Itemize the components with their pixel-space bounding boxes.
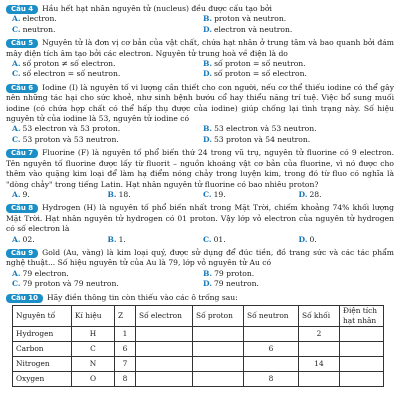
table-cell [340, 356, 384, 371]
table-cell: 2 [299, 326, 340, 341]
options [6, 190, 394, 200]
option-d: D. electron và neutron. [203, 24, 293, 34]
option-a: A. electron. [12, 14, 57, 24]
table-cell: 6 [115, 341, 136, 356]
column-header: Kí hiệu [72, 305, 115, 326]
table-row [13, 356, 384, 371]
option-b: B. 53 electron và 53 neutron. [203, 124, 317, 134]
table-cell [193, 356, 244, 371]
question-10 [6, 293, 394, 387]
table-cell: H [72, 326, 115, 341]
question-badge: Câu 9 [6, 249, 38, 258]
question-9 [6, 248, 394, 290]
table-cell [193, 371, 244, 386]
question-badge: Câu 5 [6, 39, 38, 48]
table-cell [136, 341, 193, 356]
table-cell [136, 356, 193, 371]
table-cell: Oxygen [13, 371, 72, 386]
column-header: Số neutron [244, 305, 299, 326]
question-6 [6, 83, 394, 145]
table-cell [244, 356, 299, 371]
option-b: B. proton và neutron. [203, 14, 287, 24]
element-table [12, 305, 384, 387]
options [6, 59, 394, 80]
table-cell: 7 [115, 356, 136, 371]
table-cell [340, 326, 384, 341]
question-badge: Câu 6 [6, 84, 38, 93]
option-a: A. 02. [12, 234, 35, 244]
column-header: Số khối [299, 305, 340, 326]
column-header: Nguyên tố [13, 305, 72, 326]
table-cell [299, 341, 340, 356]
option-a: A. 53 electron và 53 proton. [12, 124, 121, 134]
options [6, 235, 394, 245]
question-badge: Câu 4 [6, 5, 38, 14]
option-b: B. số proton = số neutron. [203, 59, 306, 69]
option-c: C. 01. [203, 234, 226, 244]
option-d: D. 0. [298, 234, 317, 244]
table-cell [340, 371, 384, 386]
table-cell: 8 [244, 371, 299, 386]
option-a: A. 9. [12, 189, 30, 199]
table-cell: Nitrogen [13, 356, 72, 371]
column-header: Điện tích hạt nhân [340, 305, 384, 326]
table-cell: 14 [299, 356, 340, 371]
question-4 [6, 4, 394, 35]
table-header-row [13, 305, 384, 326]
options [6, 14, 394, 35]
question-8 [6, 203, 394, 245]
question-stem: Gold (Au, vàng) là kim loại quý, được sử dụng để đúc tiền, đồ trang sức và các tác phẩm nghệ thuật... Số hiệu nguyên tử của Au là 79, lớp vỏ nguyên tử Au có [6, 247, 394, 268]
table-cell: 8 [115, 371, 136, 386]
options [6, 124, 394, 145]
table-cell: 6 [244, 341, 299, 356]
table-cell: O [72, 371, 115, 386]
question-stem: Hãy điền thông tin còn thiếu vào các ô trống sau: [47, 292, 238, 302]
table-cell [193, 341, 244, 356]
table-row [13, 326, 384, 341]
option-a: A. số proton ≠ số electron. [12, 59, 116, 69]
question-stem: Iodine (I) là nguyên tố vi lượng cần thiết cho con người, nếu cơ thể thiếu iodine có thể gây nên những tác hại cho sức khoẻ, như sinh bệnh bướu cổ hay thiểu năng trí tuệ. Việc bổ sung muối iodine (có chứa hợp chất có thể hấp thụ được của iodine) giúp chống lại tình trạng này. Số hiệu nguyên tử của iodine là 53, nguyên tử iodine có [6, 82, 394, 124]
option-d: D. 79 neutron. [203, 279, 259, 289]
table-cell [136, 326, 193, 341]
column-header: Số electron [136, 305, 193, 326]
option-c: C. 79 proton và 79 neutron. [12, 279, 119, 289]
question-stem: Nguyên tử là đơn vị cơ bản của vật chất, chứa hạt nhân ở trung tâm và bao quanh bởi đám mây điện tích âm tạo bởi các electron. Nguyên tử trung hoà về điện là do [6, 38, 394, 58]
question-stem: Hydrogen (H) là nguyên tố phổ biến nhất trong Mặt Trời, chiếm khoảng 74% khối lượng Mặt Trời. Hạt nhân nguyên tử hydrogen có 01 proton. Vậy lớp vỏ electron của nguyên tử hydrogen có số electron là [6, 203, 394, 234]
options [6, 269, 394, 290]
table-cell [136, 371, 193, 386]
question-5 [6, 38, 394, 80]
option-c: C. neutron. [12, 24, 56, 34]
question-badge: Câu 7 [6, 149, 38, 158]
option-d: D. số proton = số electron. [203, 69, 307, 79]
table-cell [244, 326, 299, 341]
question-7 [6, 148, 394, 200]
option-b: B. 79 proton. [203, 268, 255, 278]
table-row [13, 371, 384, 386]
table-cell: N [72, 356, 115, 371]
option-d: D. 28. [298, 189, 322, 199]
column-header: Số proton [193, 305, 244, 326]
option-c: C. 53 proton và 53 neutron. [12, 134, 119, 144]
option-b: B. 1. [107, 234, 126, 244]
table-cell: Hydrogen [13, 326, 72, 341]
table-row [13, 341, 384, 356]
question-badge: Câu 8 [6, 204, 38, 213]
table-cell [299, 371, 340, 386]
table-cell: 1 [115, 326, 136, 341]
option-a: A. 79 electron. [12, 268, 69, 278]
option-b: B. 18. [107, 189, 131, 199]
table-cell [193, 326, 244, 341]
table-cell: Carbon [13, 341, 72, 356]
option-d: D. 53 proton và 54 neutron. [203, 134, 311, 144]
question-badge: Câu 10 [6, 294, 43, 303]
question-stem: Hầu hết hạt nhân nguyên tử (nucleus) đều được cấu tạo bởi [42, 4, 272, 13]
table-cell [340, 341, 384, 356]
table-cell: C [72, 341, 115, 356]
question-stem: Fluorine (F) là nguyên tố phổ biến thứ 24 trong vũ trụ, nguyên tử fluorine có 9 electron. Tên nguyên tố fluorine được lấy từ fluorit – nguồn khoáng vật cơ bản của fluorine, vì nó được cho thêm vào quặng kim loại để làm hạ điểm nóng chảy trong luyện kim, trong đó từ fluo có nghĩa là "dòng chảy" trong tiếng Latin. Hạt nhân nguyên tử fluorine có bao nhiêu proton? [6, 148, 394, 189]
column-header: Z [115, 305, 136, 326]
option-c: C. số electron = số neutron. [12, 69, 121, 79]
option-c: C. 19. [203, 189, 226, 199]
